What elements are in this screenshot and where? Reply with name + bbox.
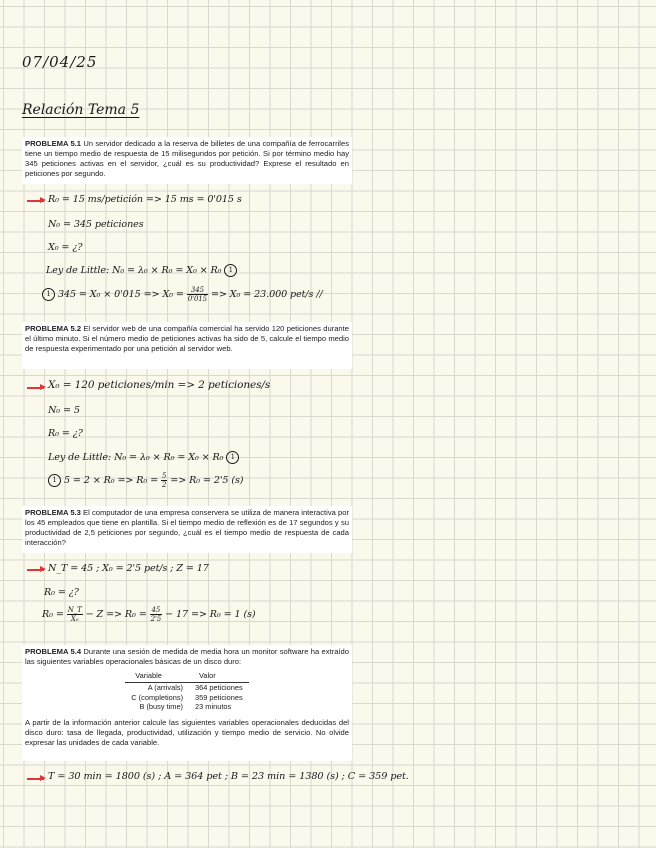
little-law-text: Ley de Little: N₀ = λ₀ × R₀ = X₀ × R₀ [46,265,222,276]
section-title: Relación Tema 5 [22,102,140,118]
fraction-denominator: 2'5 [150,615,162,623]
table-cell: C (completions) [131,692,184,702]
work-5-2-line3: R₀ = ¿? [48,428,83,439]
problem-label: PROBLEMA 5.3 [25,508,81,517]
work-5-2-line4 [48,451,239,464]
fraction-numerator: 45 [151,606,161,614]
work-5-2-line2: N₀ = 5 [48,405,80,416]
problem-text: Durante una sesión de medida de media hora un monitor software ha extraído las siguientes variables operacionales básicas de un disco duro: [25,647,349,667]
fraction-denominator: X₀ [70,615,79,623]
arrow-icon [27,387,44,389]
arrow-icon [27,200,44,202]
problem-label: PROBLEMA 5.4 [25,647,82,656]
work-5-1-line4 [46,264,237,277]
fraction-numerator: 345 [187,286,208,295]
work-text: => R₀ = 2'5 (s) [170,475,244,486]
arrow-icon [27,569,44,571]
work-5-1-line2: N₀ = 345 peticiones [48,219,144,230]
problem-text: El servidor web de una compañía comercial ha servido 120 peticiones durante el último minuto. Si el número medio de peticiones activas ha sido de 5, calcule el tiempo medio de respuesta experimentado por una petición al servidor web. [25,324,349,354]
variables-table [125,671,248,712]
table-cell: 359 peticiones [195,692,243,702]
table-cell: A (arrivals) [147,683,184,693]
problem-text: Un servidor dedicado a la reserva de billetes de una compañía de ferrocarriles tiene un tiempo medio de respuesta de 15 milisegundos por petición. Si por término medio hay 345 peticiones activas en el servidor, ¿cuál es su productividad? Exprese el resultado en peticiones por segundo. [25,139,349,179]
work-text: 345 = X₀ × 0'015 => X₀ = [57,289,184,300]
fraction-numerator: N_T [67,606,82,614]
table-row [125,693,248,703]
problem-label: PROBLEMA 5.2 [25,324,82,333]
fraction-numerator: 5 [162,472,167,480]
date-heading: 07/04/25 [22,53,98,71]
table-row [125,702,248,712]
fraction [161,472,167,489]
work-5-1-line1: R₀ = 15 ms/petición => 15 ms = 0'015 s [48,194,242,205]
work-5-4-line1: T = 30 min = 1800 (s) ; A = 364 pet ; B = 23 min = 1380 (s) ; C = 359 pet. [48,771,409,782]
arrow-icon [27,778,44,780]
work-text: R₀ = [42,609,64,620]
work-text: => X₀ = 23.000 pet/s // [210,289,323,300]
table-header: Valor [189,671,249,683]
table-cell: 364 peticiones [195,683,243,693]
work-5-2-line1: X₀ = 120 peticiones/min => 2 peticiones/s [48,379,271,391]
fraction-denominator: 0'015 [187,295,208,303]
table-cell: B (busy time) [139,702,184,712]
circled-number: 1 [224,264,237,277]
problem-label: PROBLEMA 5.1 [25,139,82,148]
table-cell: 23 minutos [195,702,232,712]
work-5-3-line3 [42,606,256,623]
circled-number: 1 [48,474,61,487]
circled-number: 1 [42,288,55,301]
fraction-denominator: 2 [162,481,167,489]
work-5-3-line2: R₀ = ¿? [44,587,79,598]
fraction [187,286,208,303]
work-5-3-line1: N_T = 45 ; X₀ = 2'5 pet/s ; Z = 17 [48,563,209,574]
work-5-2-line5 [48,472,243,489]
circled-number: 1 [226,451,239,464]
work-text: − 17 => R₀ = 1 (s) [165,609,256,620]
problem-5-1-statement [22,137,352,184]
little-law-text: Ley de Little: N₀ = λ₀ × R₀ = X₀ × R₀ [48,452,224,463]
fraction [150,606,163,623]
problem-5-4-statement [22,645,352,761]
problem-5-2-statement [22,322,352,369]
problem-text: El computador de una empresa conservera se utiliza de manera interactiva por los 45 empleados que tiene en plantilla. Si el tiempo medio de reflexión es de 17 segundos y su productividad de 2,5 peticiones por segundo, ¿cuál es el tiempo medio de respuesta de cada interacción? [25,508,349,548]
table-row [125,683,248,693]
table-header: Variable [125,671,189,683]
work-text: − Z => R₀ = [85,609,147,620]
problem-5-3-statement [22,506,352,553]
fraction [67,606,83,623]
work-5-1-line3: X₀ = ¿? [48,242,83,253]
work-text: 5 = 2 × R₀ => R₀ = [63,475,159,486]
problem-text: A partir de la información anterior calcule las siguientes variables operacionales deducidas del disco duro: tasa de llegada, productividad, utilización y tiempo medio de servicio. No olvide expresar las unidades de cada variable. [25,717,349,747]
work-5-1-line5 [42,286,323,303]
table-header-row [125,671,248,683]
